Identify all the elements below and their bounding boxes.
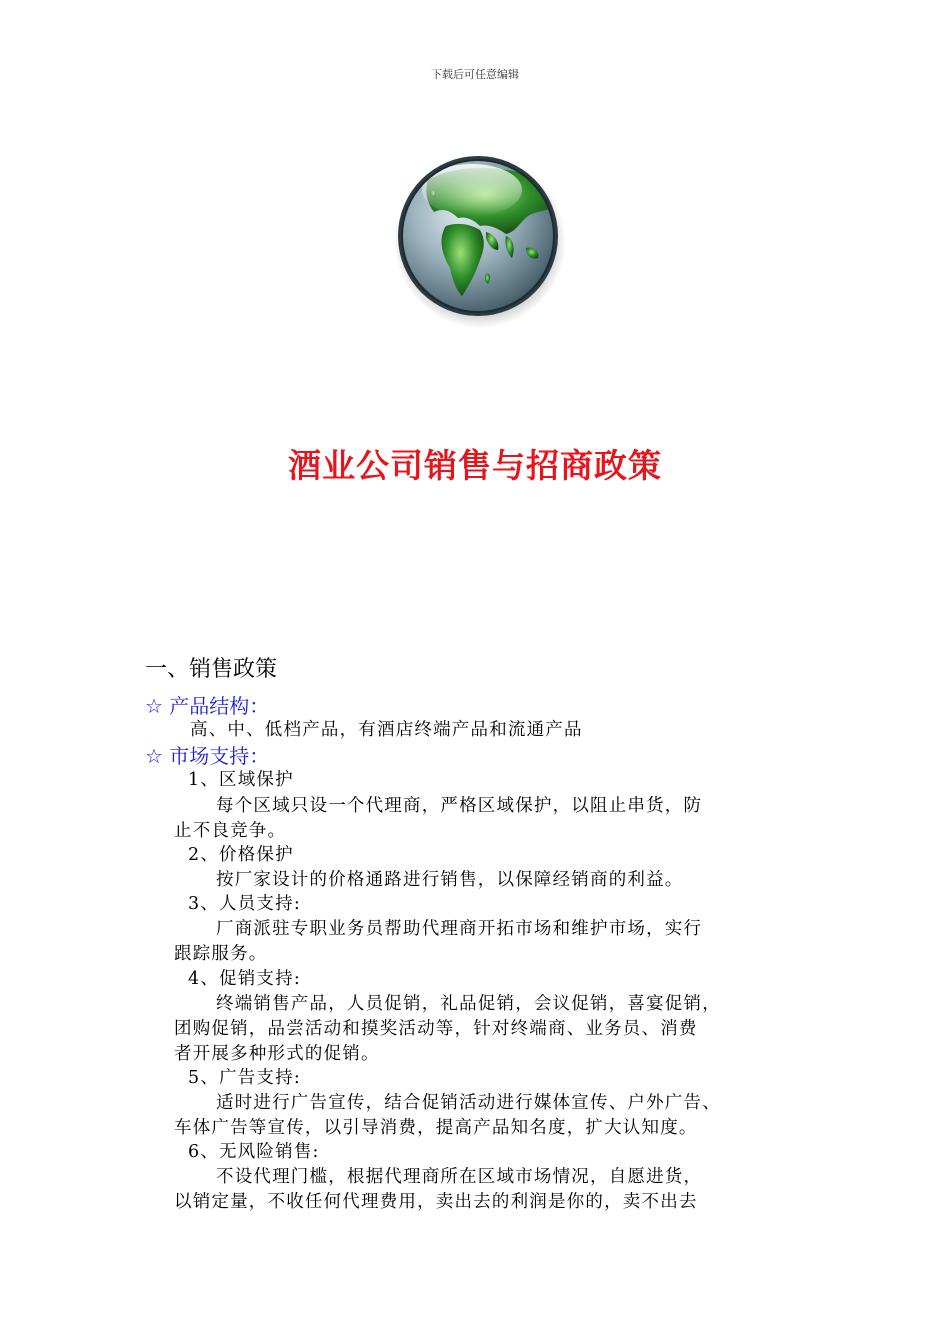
item-line: 跟踪服务。 (174, 944, 268, 964)
item-label: 2、价格保护 (188, 845, 294, 865)
item-label: 3、人员支持: (188, 894, 301, 914)
item-line: 者开展多种形式的促销。 (174, 1044, 380, 1064)
sub-heading-product-structure: ☆ 产品结构： (145, 694, 270, 718)
item-line: 适时进行广告宣传，结合促销活动进行媒体宣传、户外广告、 (216, 1093, 721, 1113)
item-label: 1、区域保护 (188, 770, 294, 790)
item-line: 不设代理门槛，根据代理商所在区域市场情况，自愿进货， (216, 1167, 703, 1187)
item-label: 6、无风险销售: (188, 1142, 320, 1162)
item-label: 5、广告支持: (188, 1068, 301, 1088)
item-line: 终端销售产品，人员促销，礼品促销，会议促销，喜宴促销， (216, 994, 721, 1014)
item-line: 每个区域只设一个代理商，严格区域保护，以阻止串货，防 (216, 796, 703, 816)
globe-icon (388, 150, 568, 330)
item-line: 以销定量，不收任何代理费用，卖出去的利润是你的，卖不出去 (174, 1192, 698, 1212)
item-label: 4、促销支持: (188, 969, 301, 989)
item-line: 厂商派驻专职业务员帮助代理商开拓市场和维护市场，实行 (216, 919, 703, 939)
item-line: 团购促销，品尝活动和摸奖活动等，针对终端商、业务员、消费 (174, 1019, 698, 1039)
globe-logo (388, 150, 568, 330)
sub-heading-market-support: ☆ 市场支持： (145, 744, 270, 768)
item-line: 按厂家设计的价格通路进行销售，以保障经销商的利益。 (216, 870, 684, 890)
item-line: 车体广告等宣传，以引导消费，提高产品知名度，扩大认知度。 (174, 1118, 698, 1138)
item-line: 止不良竞争。 (174, 821, 287, 841)
product-structure-text: 高、中、低档产品，有酒店终端产品和流通产品 (190, 720, 583, 740)
document-title: 酒业公司销售与招商政策 (288, 446, 662, 485)
section-heading: 一、销售政策 (145, 657, 278, 682)
header-note: 下载后可任意编辑 (431, 68, 519, 81)
